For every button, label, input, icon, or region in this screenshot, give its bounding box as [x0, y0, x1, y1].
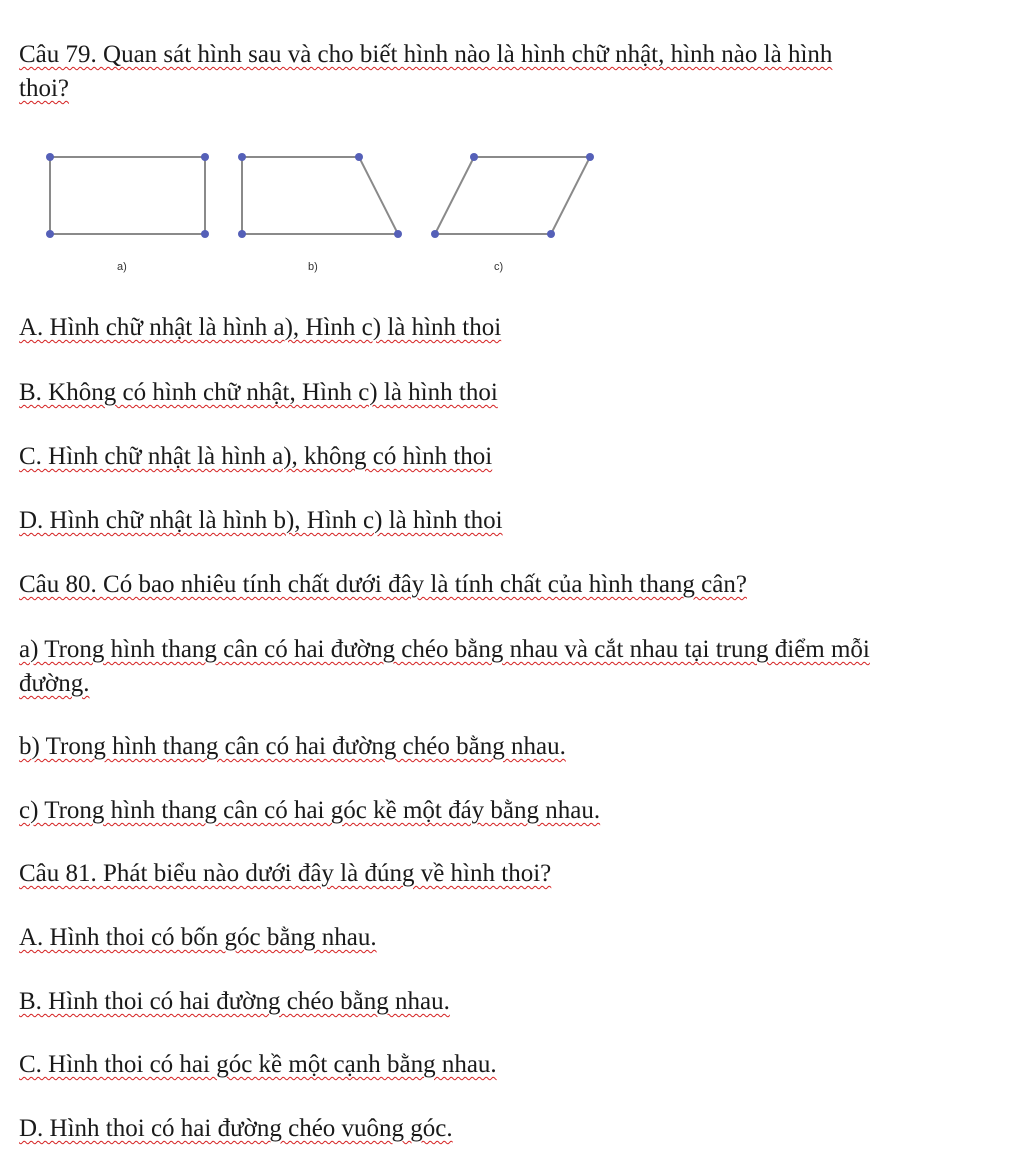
- q79-title-line1: Câu 79. Quan sát hình sau và cho biết hình nào là hình chữ nhật, hình nào là hình: [19, 41, 833, 68]
- q80-statement-a-line1: a) Trong hình thang cân có hai đường chéo bằng nhau và cắt nhau tại trung điểm mỗi: [19, 636, 870, 663]
- q79-option-d: D. Hình chữ nhật là hình b), Hình c) là hình thoi: [19, 507, 503, 534]
- q81-option-b: B. Hình thoi có hai đường chéo bằng nhau.: [19, 988, 450, 1015]
- q81-option-d: D. Hình thoi có hai đường chéo vuông góc.: [19, 1115, 453, 1142]
- vertex-dot: [46, 230, 54, 238]
- q81-option-a: A. Hình thoi có bốn góc bằng nhau.: [19, 924, 377, 951]
- figure-label-a: a): [117, 261, 127, 273]
- vertex-dot: [201, 153, 209, 161]
- vertex-dot: [201, 230, 209, 238]
- q79-figure: [0, 140, 640, 280]
- figure-label-b: b): [308, 261, 318, 273]
- vertex-dot: [355, 153, 363, 161]
- q79-option-c: C. Hình chữ nhật là hình a), không có hình thoi: [19, 443, 493, 470]
- vertex-dot: [470, 153, 478, 161]
- vertex-dot: [394, 230, 402, 238]
- q79-title-line2: thoi?: [19, 75, 69, 102]
- q79-option-b: B. Không có hình chữ nhật, Hình c) là hình thoi: [19, 379, 498, 406]
- shape-a-rectangle: [46, 153, 209, 238]
- shape-c-parallelogram: [431, 153, 594, 238]
- vertex-dot: [547, 230, 555, 238]
- shape-b-trapezoid: [238, 153, 402, 238]
- vertex-dot: [238, 153, 246, 161]
- vertex-dot: [431, 230, 439, 238]
- vertex-dot: [586, 153, 594, 161]
- q79-option-a: A. Hình chữ nhật là hình a), Hình c) là hình thoi: [19, 314, 502, 341]
- q80-statement-b: b) Trong hình thang cân có hai đường chéo bằng nhau.: [19, 733, 566, 760]
- q81-title: Câu 81. Phát biểu nào dưới đây là đúng về hình thoi?: [19, 860, 552, 887]
- q80-statement-c: c) Trong hình thang cân có hai góc kề một đáy bằng nhau.: [19, 797, 601, 824]
- vertex-dot: [46, 153, 54, 161]
- q80-title: Câu 80. Có bao nhiêu tính chất dưới đây là tính chất của hình thang cân?: [19, 571, 747, 598]
- q80-statement-a-line2: đường.: [19, 670, 90, 697]
- q81-option-c: C. Hình thoi có hai góc kề một cạnh bằng nhau.: [19, 1051, 497, 1078]
- figure-label-c: c): [494, 261, 504, 273]
- vertex-dot: [238, 230, 246, 238]
